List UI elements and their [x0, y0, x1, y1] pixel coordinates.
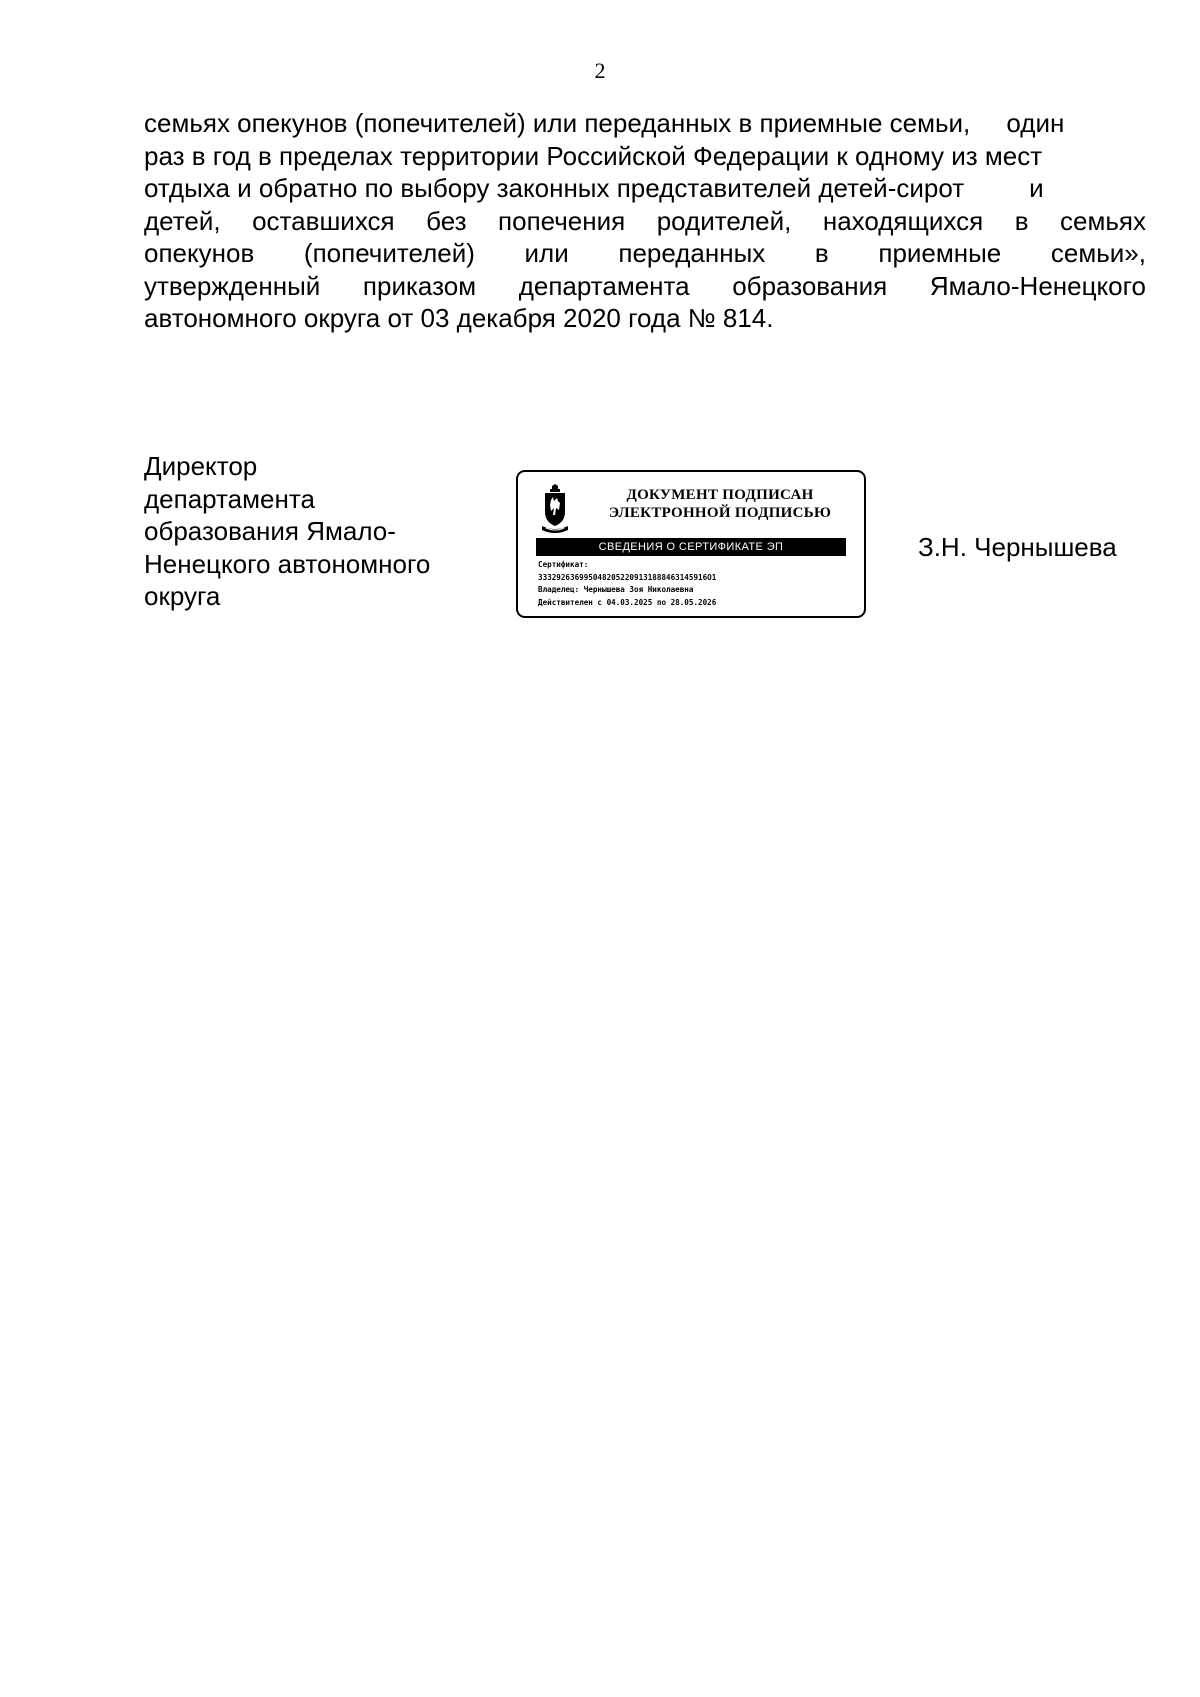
signer-name: З.Н. Чернышева: [918, 532, 1117, 562]
body-line: детей, оставшихся без попечения родителей, находящихся в семьях: [144, 205, 1146, 236]
signer-title-line: департамента: [144, 483, 315, 514]
stamp-heading-line: ДОКУМЕНТ ПОДПИСАН: [626, 487, 814, 503]
body-line: опекунов (попечителей) или переданных в приемные семьи»,: [144, 238, 1146, 268]
body-line: раз в год в пределах территории Российской Федерации к одному из мест: [144, 140, 1043, 171]
coat-of-arms-icon: [538, 484, 572, 536]
stamp-heading: [580, 486, 860, 522]
stamp-heading-line: ЭЛЕКТРОННОЙ ПОДПИСЬЮ: [608, 505, 832, 521]
certificate-details: [538, 559, 858, 609]
body-paragraph: [144, 107, 1146, 335]
signer-title: [144, 450, 474, 613]
certificate-info-bar: СВЕДЕНИЯ О СЕРТИФИКАТЕ ЭП: [536, 538, 846, 556]
certificate-label: Сертификат:: [538, 560, 589, 569]
body-line: семьях опекунов (попечителей) или переданных в приемные семьи, один: [144, 108, 1065, 138]
certificate-number: 3332926369950482052209131888463145916O1: [538, 572, 717, 582]
signer-title-line: Директор: [144, 451, 258, 481]
body-line: автономного округа от 03 декабря 2020 года № 814.: [144, 303, 774, 333]
signer-title-line: округа: [144, 581, 221, 611]
body-line: утвержденный приказом департамента образования Ямало-Ненецкого: [144, 270, 1146, 301]
signer-title-line: Ненецкого автономного: [144, 548, 431, 579]
electronic-signature-stamp: [516, 470, 866, 618]
body-line: отдыха и обратно по выбору законных представителей детей-сирот и: [144, 173, 1044, 203]
signer-title-line: образования Ямало-: [144, 516, 396, 546]
certificate-owner: Владелец: Чернышева Зоя Николаевна: [538, 585, 694, 594]
certificate-validity: Действителен с 04.03.2025 по 28.05.2026: [538, 597, 717, 607]
page-number: 2: [594, 58, 606, 83]
